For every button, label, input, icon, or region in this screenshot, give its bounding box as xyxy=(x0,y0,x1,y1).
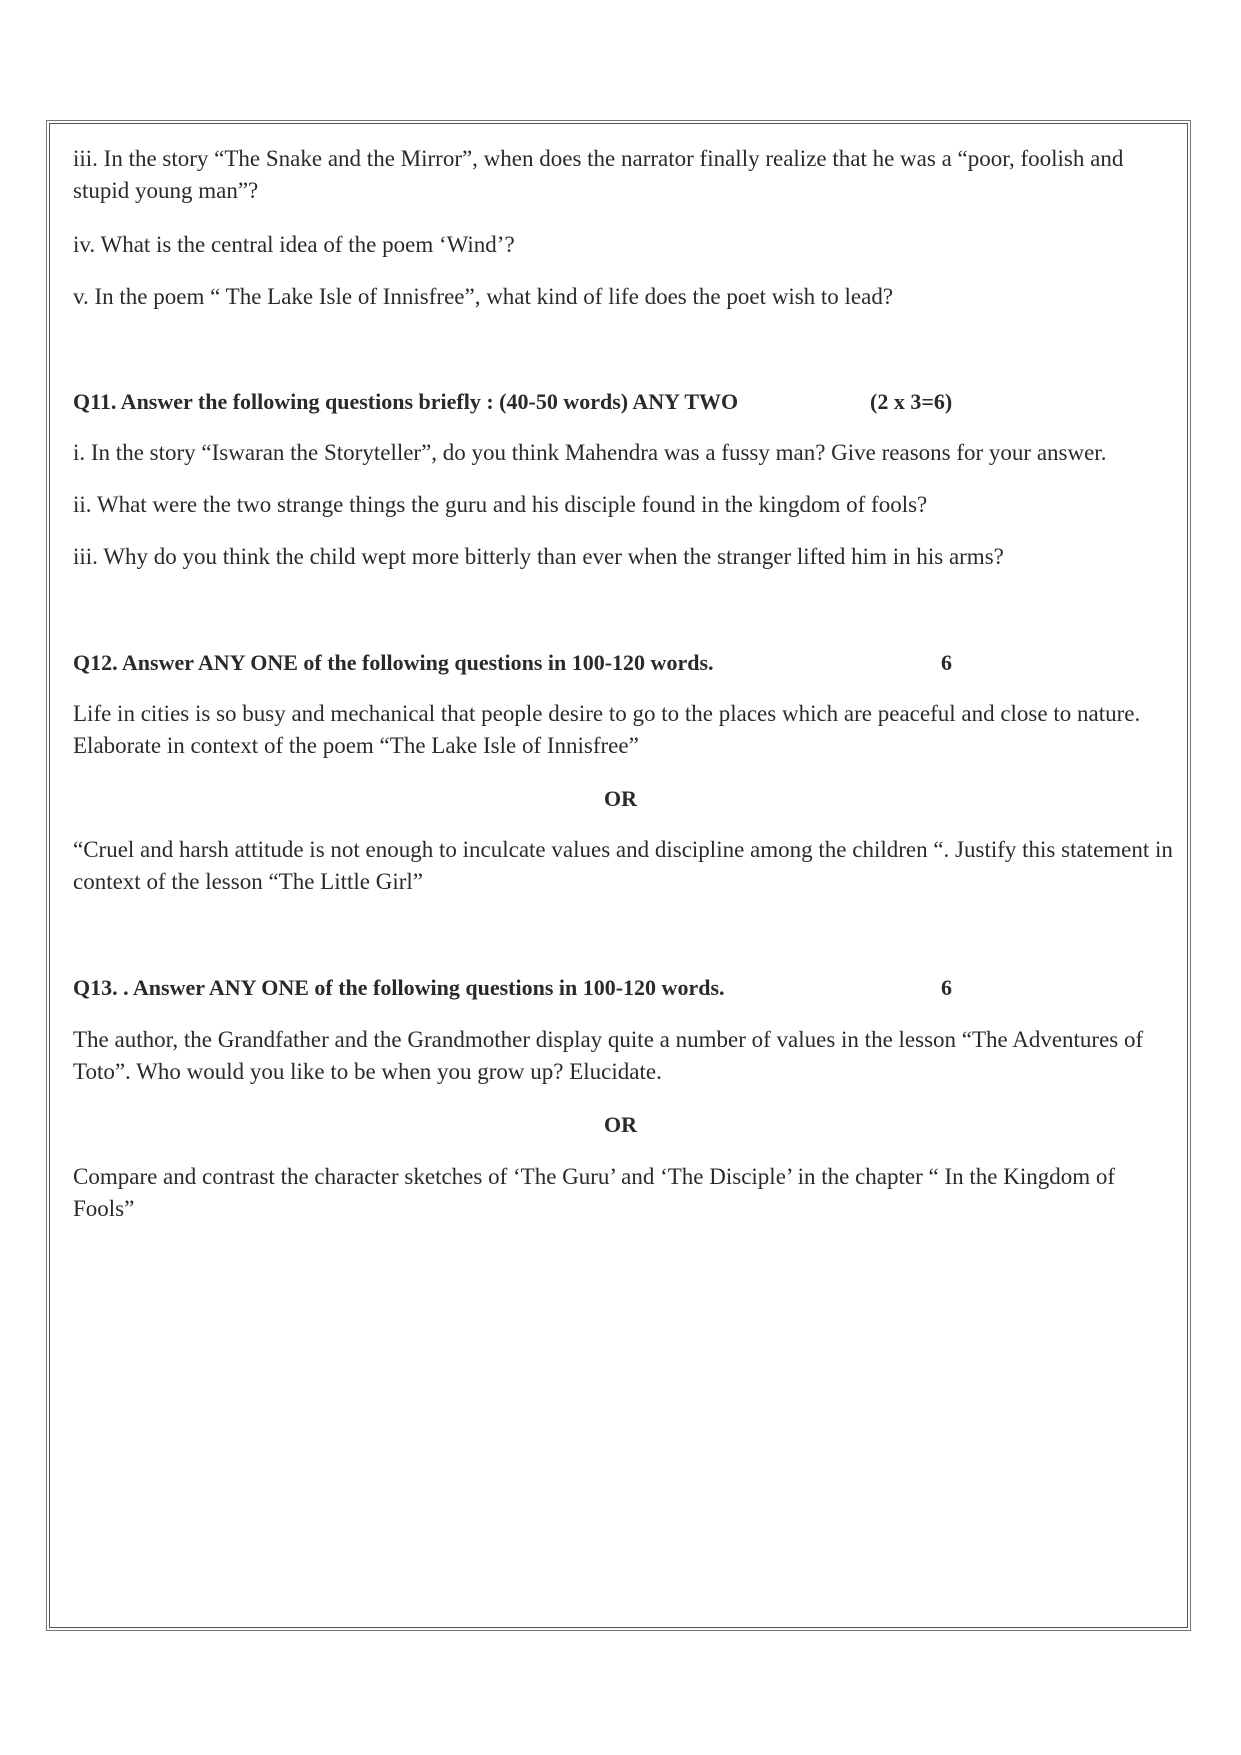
q13-heading-text: Q13. . Answer ANY ONE of the following questions in 100-120 words. xyxy=(73,975,725,1000)
q12-heading-text: Q12. Answer ANY ONE of the following questions in 100-120 words. xyxy=(73,650,714,675)
q11-heading xyxy=(73,386,1173,418)
q11-heading-text: Q11. Answer the following questions briefly : (40-50 words) ANY TWO xyxy=(73,389,739,414)
q11-marks: (2 x 3=6) xyxy=(870,389,953,414)
q11-item-i: i. In the story “Iswaran the Storyteller”, do you think Mahendra was a fussy man? Give reasons for your answer. xyxy=(73,440,1107,465)
q10-v-text: v. In the poem “ The Lake Isle of Innisfree”, what kind of life does the poet wish to lead? xyxy=(73,284,894,309)
q13-heading xyxy=(73,972,1173,1004)
q10-iv-text: iv. What is the central idea of the poem ‘Wind’? xyxy=(73,232,515,257)
q13-option-a: The author, the Grandfather and the Grandmother display quite a number of values in the lesson “The Adventures of Toto”. Who would you like to be when you grow up? Elucidate. xyxy=(73,1027,1144,1084)
q12-heading xyxy=(73,647,1173,679)
q13-marks: 6 xyxy=(941,975,952,1000)
q12-marks: 6 xyxy=(941,650,952,675)
q13-option-b: Compare and contrast the character sketches of ‘The Guru’ and ‘The Disciple’ in the chapter “ In the Kingdom of Fools” xyxy=(73,1164,1116,1221)
q12-or: OR xyxy=(604,786,637,811)
q10-iii-text: iii. In the story “The Snake and the Mirror”, when does the narrator finally realize that he was a “poor, foolish and stupid young man”? xyxy=(73,146,1124,203)
q13-or: OR xyxy=(604,1112,637,1137)
q11-item-iii: iii. Why do you think the child wept more bitterly than ever when the stranger lifted him in his arms? xyxy=(73,544,1004,569)
q12-option-a: Life in cities is so busy and mechanical that people desire to go to the places which are peaceful and close to nature. Elaborate in context of the poem “The Lake Isle of Innisfree” xyxy=(73,701,1141,758)
q12-option-b: “Cruel and harsh attitude is not enough to inculcate values and discipline among the children “. Justify this statement in context of the lesson “The Little Girl” xyxy=(73,837,1173,894)
q11-item-ii: ii. What were the two strange things the guru and his disciple found in the kingdom of fools? xyxy=(73,492,928,517)
